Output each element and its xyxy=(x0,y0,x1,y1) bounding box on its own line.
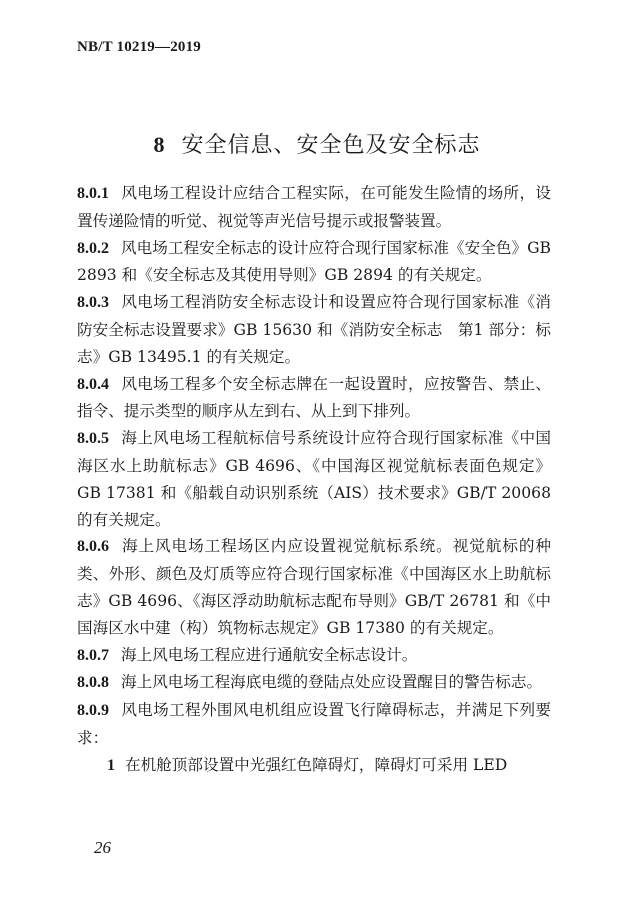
clause-number: 8.0.1 xyxy=(77,185,109,202)
clause-number: 8.0.3 xyxy=(77,294,109,312)
clause xyxy=(77,425,551,533)
clause xyxy=(77,371,551,426)
chapter-title-text: 安全信息、安全色及安全标志 xyxy=(181,133,481,158)
clause-text: 海上风电场工程海底电缆的登陆点处应设置醒目的警告标志。 xyxy=(121,673,543,692)
clause-list xyxy=(77,180,551,780)
clause-number: 8.0.8 xyxy=(77,674,109,692)
clause-text: 海上风电场工程航标信号系统设计应符合现行国家标准《中国海区水上助航标志》GB 4696、《中国海区视觉航标表面色规定》GB 17381 和《船载自动识别系统（AIS）技术要求》GB/T 20068的有关规定。 xyxy=(77,429,551,529)
clause-number: 8.0.4 xyxy=(77,375,109,393)
page-number: 26 xyxy=(94,838,111,857)
clause-text: 风电场工程设计应结合工程实际，在可能发生险情的场所，设置传递险情的听觉、视觉等声光信号提示或报警装置。 xyxy=(77,184,551,230)
clause-text: 风电场工程外围风电机组应设置飞行障碍标志，并满足下列要求： xyxy=(77,701,551,747)
list-item xyxy=(77,752,551,780)
clause xyxy=(77,697,551,752)
clause-number: 8.0.2 xyxy=(77,239,109,257)
clause xyxy=(77,642,551,670)
item-text: 在机舱顶部设置中光强红色障碍灯，障碍灯可采用 LED xyxy=(125,755,508,774)
chapter-title xyxy=(0,128,634,159)
chapter-number: 8 xyxy=(153,132,166,157)
clause-text: 风电场工程多个安全标志牌在一起设置时，应按警告、禁止、指令、提示类型的顺序从左到右、从上到下排列。 xyxy=(77,374,551,421)
clause xyxy=(77,669,551,697)
clause-text: 风电场工程安全标志的设计应符合现行国家标准《安全色》GB 2893 和《安全标志及其使用导则》GB 2894 的有关规定。 xyxy=(77,238,551,285)
clause-text: 风电场工程消防安全标志设计和设置应符合现行国家标准《消防安全标志设置要求》GB 15630 和《消防安全标志 第1 部分：标志》GB 13495.1 的有关规定。 xyxy=(77,293,551,366)
clause xyxy=(77,533,551,641)
clause-number: 8.0.9 xyxy=(77,702,109,720)
clause xyxy=(77,289,551,370)
clause-number: 8.0.7 xyxy=(77,646,109,664)
clause-text: 海上风电场工程应进行通航安全标志设计。 xyxy=(121,645,418,664)
clause xyxy=(77,180,551,235)
item-number: 1 xyxy=(107,756,115,774)
clause-text: 海上风电场工程场区内应设置视觉航标系统。视觉航标的种类、外形、颜色及灯质等应符合现行国家标准《中国海区水上助航标志》GB 4696、《海区浮动助航标志配布导则》GB/T 26781 和《中国海区水中建（构）筑物标志规定》GB 17380 的有关规定。 xyxy=(77,537,551,637)
clause-number: 8.0.5 xyxy=(77,430,109,448)
clause xyxy=(77,235,551,290)
clause-number: 8.0.6 xyxy=(77,538,109,556)
standard-code: NB/T 10219—2019 xyxy=(77,39,201,55)
